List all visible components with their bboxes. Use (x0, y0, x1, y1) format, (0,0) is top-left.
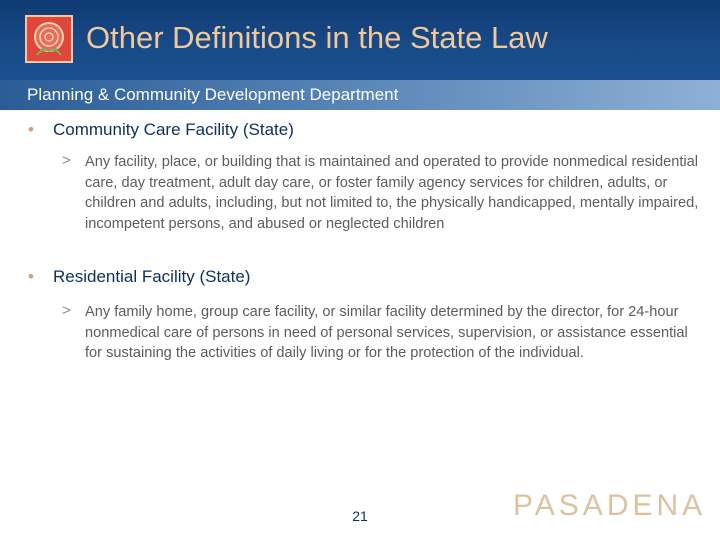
definition-text: Any facility, place, or building that is maintained and operated to provide nonmedical residential care, day treatment, adult day care, or foster family agency services for children, adults, or children and adults, including, but not limited to, the physically handicapped, mentally impaired, incompetent persons, and abused or neglected children (85, 154, 699, 232)
definition-text: Any family home, group care facility, or similar facility determined by the director, for 24-hour nonmedical care of persons in need of personal services, supervision, or assistance essential for sustaining the activities of daily living or for the protection of the individual. (85, 304, 688, 362)
chevron-right-icon: > (62, 152, 71, 169)
department-name: Planning & Community Development Department (27, 85, 399, 104)
bullet-icon: • (28, 267, 34, 286)
chevron-right-icon: > (62, 302, 71, 319)
rose-logo-icon (25, 15, 73, 63)
department-bar (0, 80, 720, 110)
definition-heading: Residential Facility (State) (53, 267, 251, 286)
title-bar (0, 0, 720, 80)
pasadena-wordmark: PASADENA (513, 489, 707, 522)
slide-title: Other Definitions in the State Law (86, 20, 548, 55)
bullet-icon: • (28, 120, 34, 139)
definition-heading: Community Care Facility (State) (53, 120, 294, 139)
page-number: 21 (352, 508, 368, 524)
